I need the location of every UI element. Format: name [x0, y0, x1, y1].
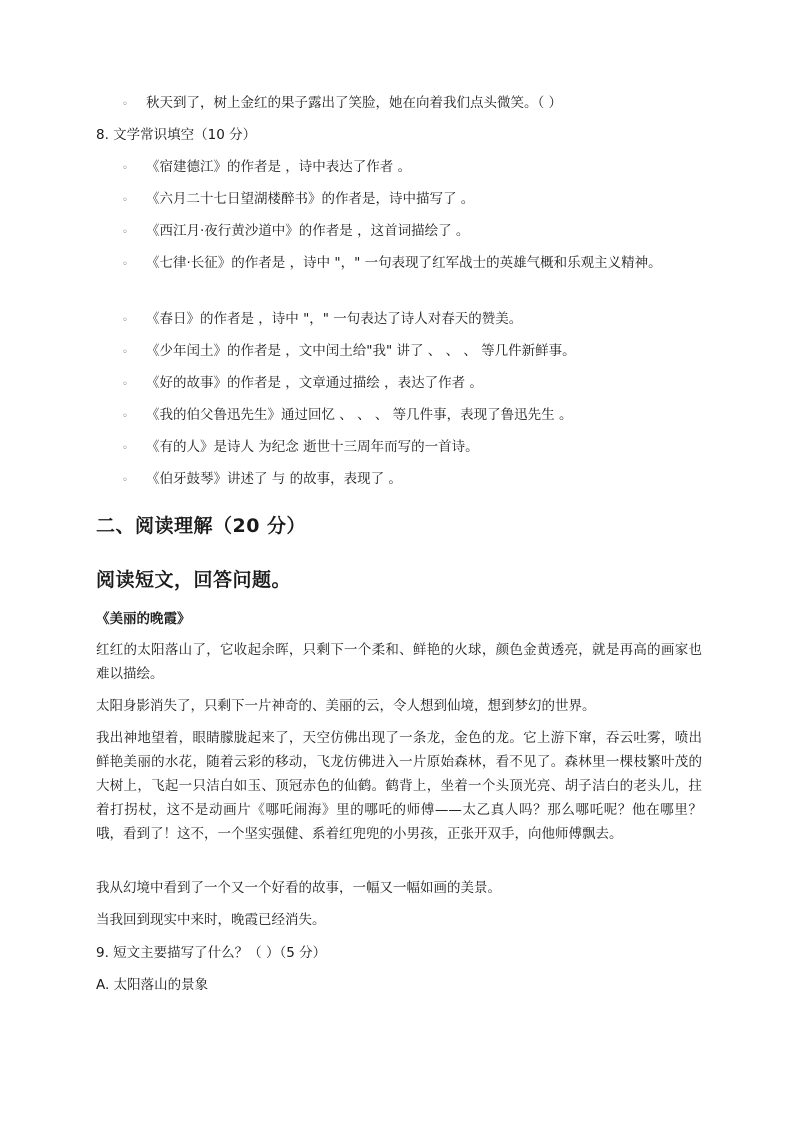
- bullet-icon: ◦: [122, 227, 128, 238]
- list-item-text: 《我的伯父鲁迅先生》通过回忆 、 、 、 等几件事，表现了鲁迅先生 。: [146, 407, 573, 423]
- passage-paragraph: 当我回到现实中来时，晚霞已经消失。: [96, 912, 326, 928]
- bullet-icon: ◦: [122, 347, 128, 358]
- question-8-label: 8. 文学常识填空（10 分）: [96, 127, 257, 143]
- list-item-text: 《春日》的作者是 ，诗中 "，" 一句表达了诗人对春天的赞美。: [146, 311, 523, 327]
- list-item: [122, 308, 522, 332]
- passage-title: 《美丽的晚霞》: [96, 611, 191, 627]
- list-item-text: 《有的人》是诗人 为纪念 逝世十三周年而写的一首诗。: [146, 439, 479, 455]
- passage-paragraph: 太阳身影消失了，只剩下一片神奇的、美丽的云，令人想到仙境，想到梦幻的世界。: [96, 698, 596, 714]
- list-item: [122, 340, 576, 364]
- passage-paragraph: 我出神地望着，眼睛朦胧起来了，天空仿佛出现了一条龙，金色的龙。它上游下窜，吞云吐雾，喷出鲜艳美丽的水花，随着云彩的移动，飞龙仿佛进入一片原始森林，看不见了。森林里一棵枝繁叶茂的大树上，飞起一只洁白如玉、顶冠赤色的仙鹤。鹤背上，坐着一个头顶光亮、胡子洁白的老头儿，拄着打拐杖，这不是动画片《哪吒闹海》里的哪吒的师傅——太乙真人吗？那么哪吒呢？他在哪里？哦，看到了！这不，一个坚实强健、系着红兜兜的小男孩，正张开双手，向他师傅飘去。: [96, 730, 702, 842]
- list-item: [122, 404, 572, 428]
- list-item-text: 《伯牙鼓琴》讲述了 与 的故事，表现了 。: [146, 471, 402, 487]
- bullet-icon: ◦: [122, 475, 128, 486]
- list-item: [122, 252, 146, 276]
- bullet-icon: ◦: [122, 163, 128, 174]
- list-item: [122, 372, 483, 396]
- list-item: [122, 188, 474, 212]
- list-item-text: 《六月二十七日望湖楼醉书》的作者是，诗中描写了 。: [146, 191, 475, 207]
- bullet-icon: ◦: [122, 411, 128, 422]
- list-item: [122, 92, 562, 116]
- bullet-icon: ◦: [122, 315, 128, 326]
- section-heading: 二、阅读理解（20 分）: [96, 515, 307, 537]
- passage-paragraph: 我从幻境中看到了一个又一个好看的故事，一幅又一幅如画的美景。: [96, 880, 501, 896]
- list-item-text: 《七律·长征》的作者是 ，诗中 "，" 一句表现了红军战士的英雄气概和乐观主义精神。: [146, 255, 662, 271]
- list-item: [122, 156, 411, 180]
- list-item: [122, 436, 479, 460]
- list-item-text: 秋天到了，树上金红的果子露出了笑脸，她在向着我们点头微笑。（ ）: [146, 95, 563, 111]
- bullet-icon: ◦: [122, 443, 128, 454]
- question-9-label: 9. 短文主要描写了什么？（ ）（5 分）: [96, 945, 327, 961]
- option-a: A. 太阳落山的景象: [96, 977, 209, 993]
- list-item: [122, 220, 469, 244]
- list-item-text: 《好的故事》的作者是 ，文章通过描绘 ，表达了作者 。: [146, 375, 483, 391]
- bullet-icon: ◦: [122, 99, 128, 110]
- reading-instruction: 阅读短文，回答问题。: [96, 569, 292, 591]
- list-item: [122, 468, 402, 492]
- passage-paragraph: 红红的太阳落山了，它收起余晖，只剩下一个柔和、鲜艳的火球，颜色金黄透亮，就是再高的画家也难以描绘。: [96, 642, 702, 682]
- bullet-icon: ◦: [122, 379, 128, 390]
- list-item-text: 《少年闰土》的作者是 ，文中闰土给"我" 讲了 、 、 、 等几件新鲜事。: [146, 343, 576, 359]
- list-item-text: 《西江月·夜行黄沙道中》的作者是 ，这首词描绘了 。: [146, 223, 470, 239]
- list-item-text: 《宿建德江》的作者是 ，诗中表达了作者 。: [146, 159, 412, 175]
- bullet-icon: ◦: [122, 195, 128, 206]
- bullet-icon: ◦: [122, 259, 128, 270]
